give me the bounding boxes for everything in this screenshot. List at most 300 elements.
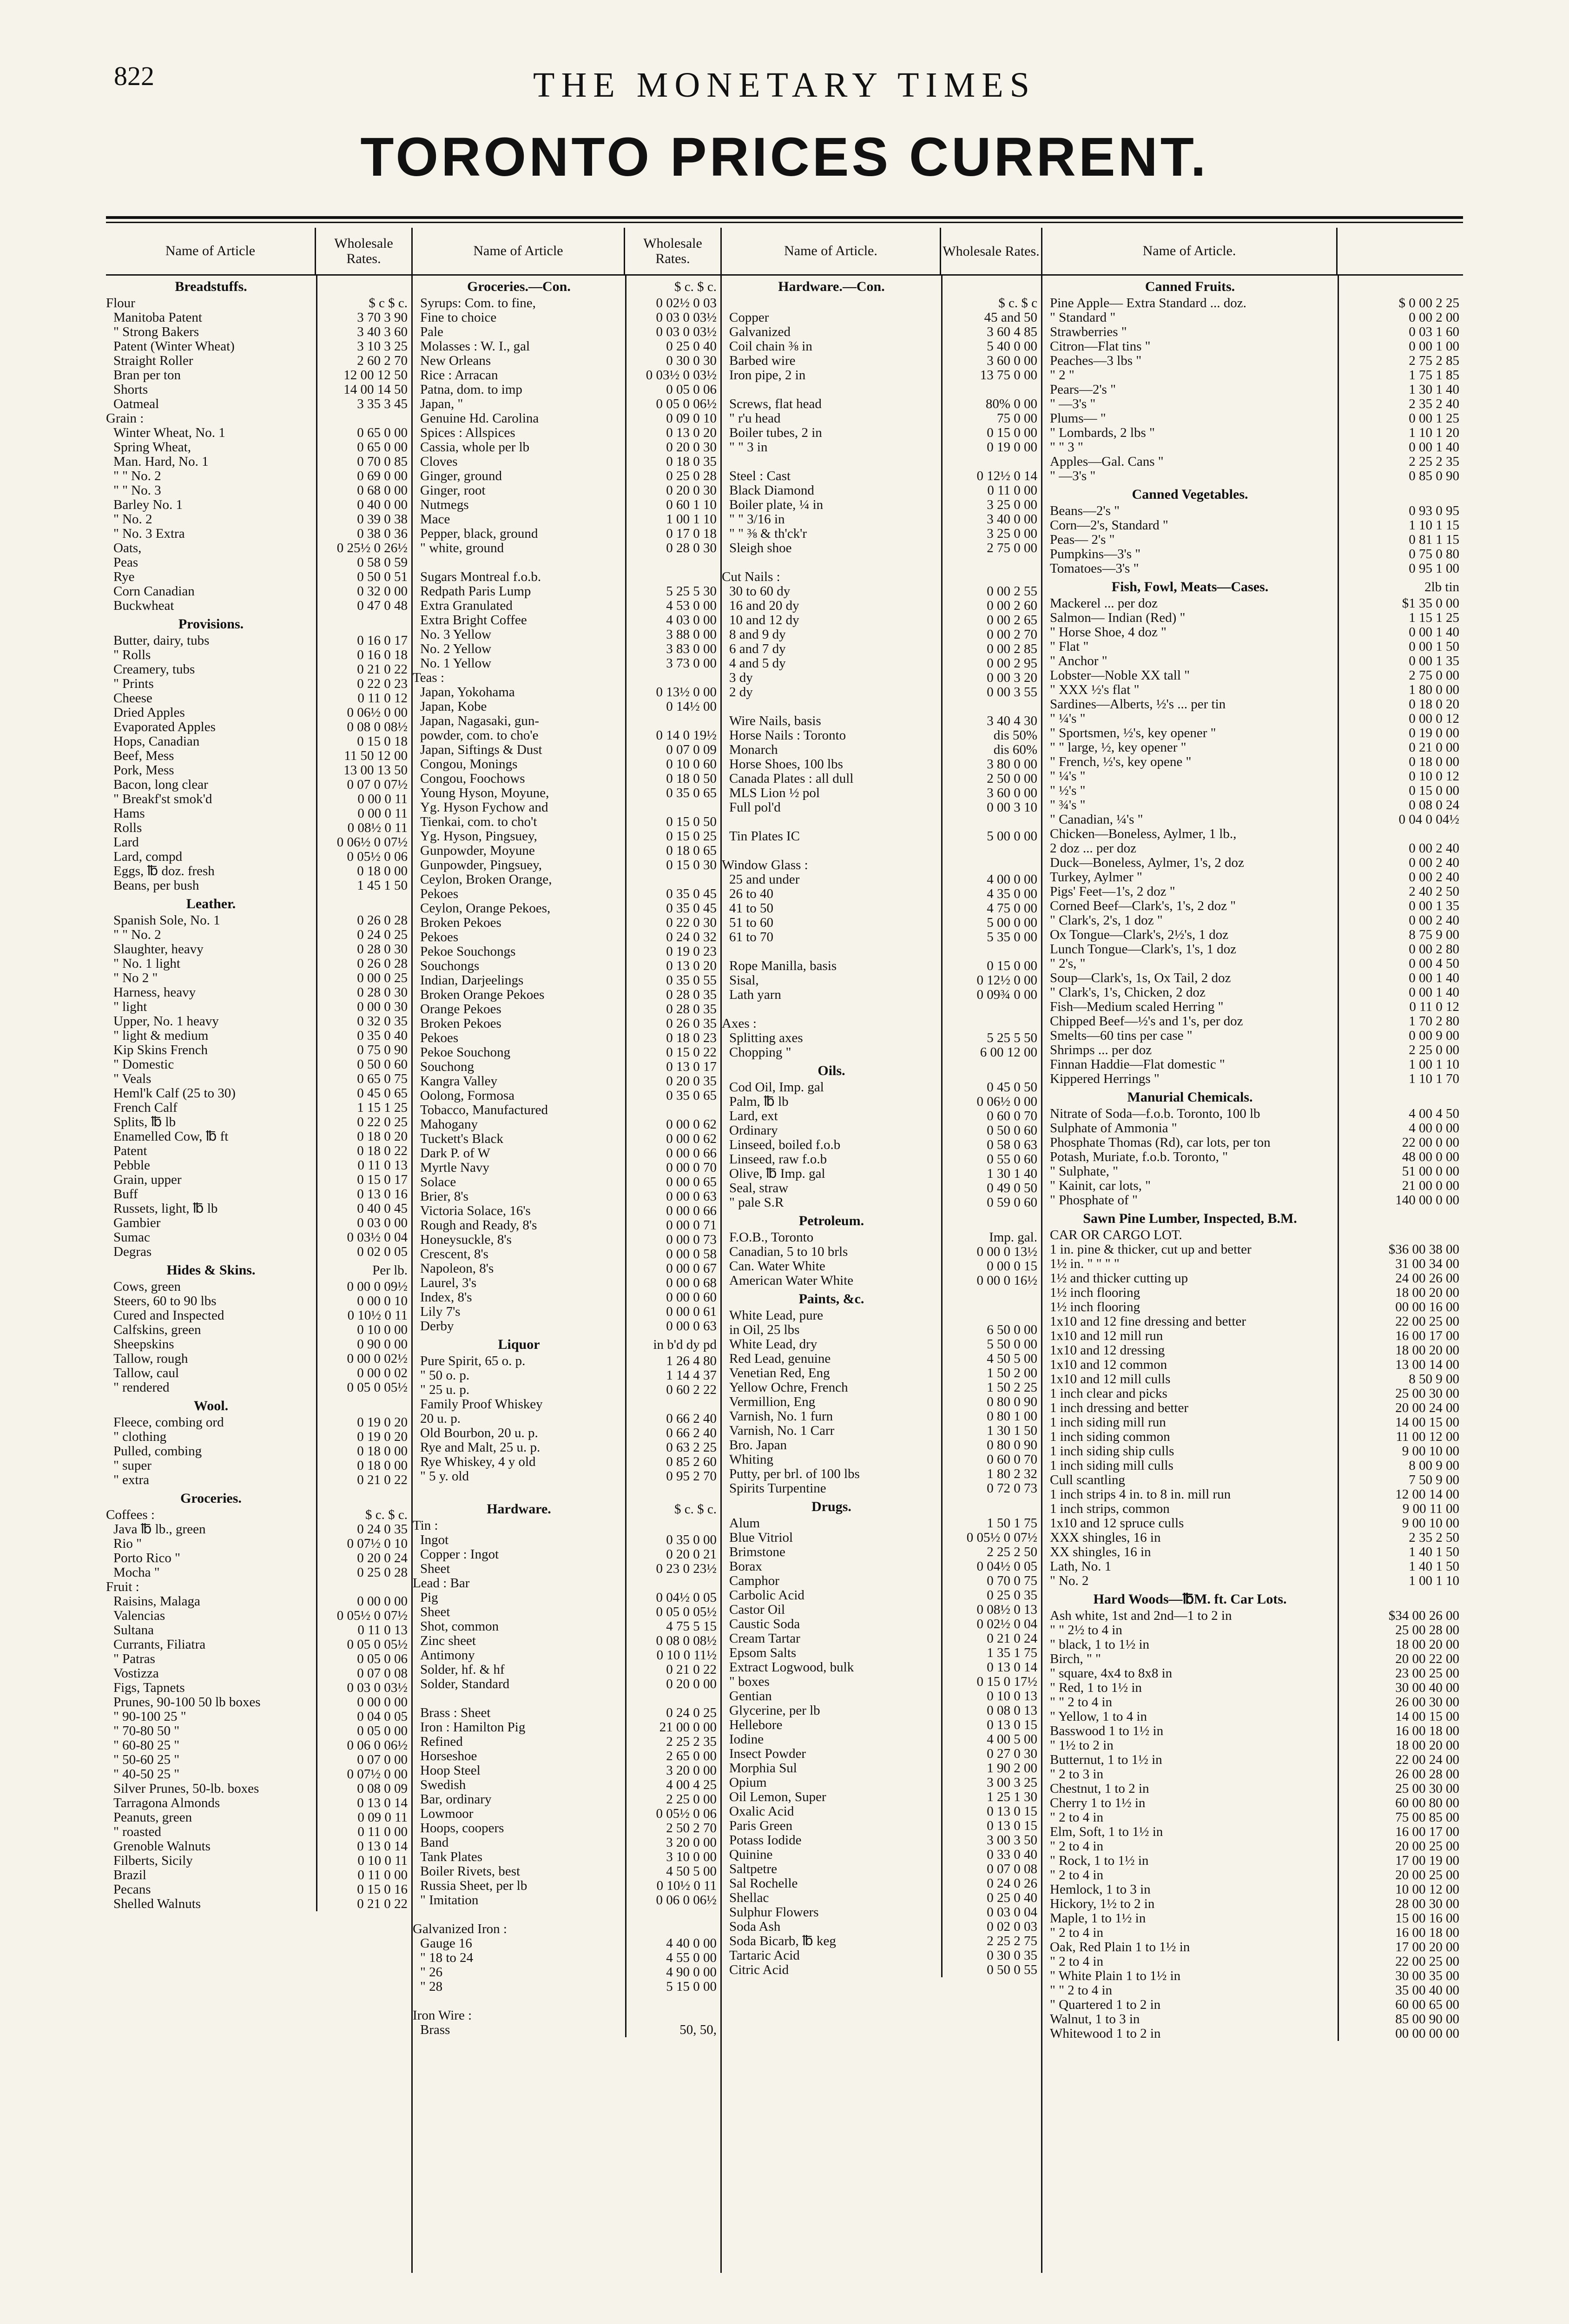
price-row bbox=[1042, 1954, 1463, 1969]
article-name: " Strong Bakers bbox=[113, 325, 199, 339]
article-name: " clothing bbox=[113, 1430, 167, 1444]
wholesale-rate: 0 03½ 0 03½ bbox=[625, 368, 720, 383]
wholesale-rate: 0 33 0 40 bbox=[941, 1848, 1041, 1862]
wholesale-rate: 11 50 12 00 bbox=[316, 749, 411, 763]
wholesale-rate: 140 00 0 00 bbox=[1338, 1193, 1463, 1208]
price-row bbox=[722, 455, 1041, 469]
price-row bbox=[1042, 1695, 1463, 1710]
wholesale-rate: 0 07 0 08 bbox=[941, 1862, 1041, 1876]
wholesale-rate: 4 50 5 00 bbox=[625, 1864, 720, 1879]
price-row bbox=[106, 806, 411, 821]
price-row bbox=[413, 1980, 720, 1994]
article-name: " 40-50 25 " bbox=[113, 1767, 180, 1782]
section-heading bbox=[1042, 1086, 1463, 1107]
article-name: Spices : Allspices bbox=[420, 426, 515, 440]
article-name: No. 3 Yellow bbox=[420, 627, 492, 642]
price-row bbox=[722, 1452, 1041, 1467]
price-row bbox=[106, 1230, 411, 1245]
article-name: Mocha " bbox=[113, 1565, 160, 1580]
price-row bbox=[722, 310, 1041, 325]
wholesale-rate: 0 65 0 00 bbox=[316, 426, 411, 440]
article-name: Crescent, 8's bbox=[420, 1247, 488, 1261]
price-row bbox=[722, 1438, 1041, 1452]
article-name: " Patras bbox=[113, 1652, 155, 1666]
wholesale-rate: 3 60 0 00 bbox=[941, 354, 1041, 368]
wholesale-rate: 3 73 0 00 bbox=[625, 656, 720, 671]
wholesale-rate: 0 07 0 00 bbox=[316, 1753, 411, 1767]
wholesale-rate: 0 08½ 0 13 bbox=[941, 1603, 1041, 1617]
wholesale-rate: 0 06½ 0 07½ bbox=[316, 835, 411, 850]
wholesale-rate bbox=[625, 1519, 720, 1533]
wholesale-rate: 3 60 0 00 bbox=[941, 786, 1041, 800]
price-row bbox=[106, 512, 411, 527]
price-table bbox=[106, 228, 1463, 2273]
article-name: Pale bbox=[420, 325, 443, 339]
price-row bbox=[1042, 985, 1463, 1000]
article-name: Straight Roller bbox=[113, 354, 193, 368]
page-title: TORONTO PRICES CURRENT. bbox=[360, 126, 1209, 188]
price-row bbox=[1042, 1559, 1463, 1574]
article-name: Kip Skins French bbox=[113, 1043, 208, 1057]
price-row bbox=[106, 1609, 411, 1623]
wholesale-rate: $ c. $ c. bbox=[625, 276, 720, 296]
price-row bbox=[1042, 561, 1463, 576]
wholesale-rate: 10 00 12 00 bbox=[1338, 1882, 1463, 1897]
price-row bbox=[1042, 397, 1463, 411]
wholesale-rate: 1 00 1 10 bbox=[625, 512, 720, 527]
article-name: Boiler plate, ¼ in bbox=[729, 498, 824, 512]
price-row bbox=[413, 800, 720, 815]
wholesale-rate: 0 11 0 13 bbox=[316, 1158, 411, 1173]
wholesale-rate: $ c $ c. bbox=[316, 296, 411, 310]
price-row bbox=[106, 662, 411, 677]
wholesale-rate: 0 22 0 30 bbox=[625, 916, 720, 930]
article-name: Splits, ℔ lb bbox=[113, 1115, 176, 1129]
wholesale-rate: 17 00 19 00 bbox=[1338, 1854, 1463, 1868]
wholesale-rate: 0 00 0 00 bbox=[316, 1695, 411, 1710]
article-name: Hides & Skins. bbox=[166, 1262, 256, 1278]
article-name: Elm, Soft, 1 to 1½ in bbox=[1050, 1825, 1163, 1839]
wholesale-rate: 0 08 0 08½ bbox=[316, 720, 411, 734]
article-name: Buckwheat bbox=[113, 599, 174, 613]
wholesale-rate bbox=[941, 700, 1041, 714]
price-row bbox=[1042, 1897, 1463, 1911]
price-row bbox=[722, 757, 1041, 772]
article-name: Tobacco, Manufactured bbox=[420, 1103, 548, 1117]
price-row bbox=[413, 613, 720, 627]
article-name: Enamelled Cow, ℔ ft bbox=[113, 1129, 229, 1144]
wholesale-rate: 0 15 0 22 bbox=[625, 1045, 720, 1060]
article-name: Tallow, caul bbox=[113, 1366, 179, 1380]
wholesale-rate: 0 00 0 67 bbox=[625, 1261, 720, 1276]
article-name: Lowmoor bbox=[420, 1807, 474, 1821]
price-row bbox=[722, 1323, 1041, 1337]
wholesale-rate: 0 24 0 25 bbox=[316, 928, 411, 942]
price-row bbox=[1042, 1014, 1463, 1029]
article-name: Hoop Steel bbox=[420, 1763, 481, 1778]
price-row bbox=[1042, 339, 1463, 354]
price-row bbox=[106, 368, 411, 383]
price-row bbox=[1042, 383, 1463, 397]
article-name: Sleigh shoe bbox=[729, 541, 792, 555]
article-name: Whiting bbox=[729, 1452, 774, 1467]
wholesale-rate bbox=[316, 276, 411, 296]
section-heading bbox=[106, 1487, 411, 1508]
section-heading bbox=[1042, 483, 1463, 504]
price-row bbox=[106, 599, 411, 613]
wholesale-rate: 1 45 1 50 bbox=[316, 878, 411, 893]
wholesale-rate bbox=[1338, 1228, 1463, 1242]
price-row bbox=[722, 786, 1041, 800]
wholesale-rate: 15 00 16 00 bbox=[1338, 1911, 1463, 1926]
wholesale-rate bbox=[316, 1487, 411, 1508]
wholesale-rate: 0 03 0 03½ bbox=[316, 1681, 411, 1695]
wholesale-rate: 0 20 0 21 bbox=[625, 1547, 720, 1562]
wholesale-rate: 0 26 0 28 bbox=[316, 913, 411, 928]
section-heading bbox=[722, 276, 1041, 296]
title-rule bbox=[106, 216, 1463, 219]
wholesale-rate: 0 04 0 05 bbox=[316, 1710, 411, 1724]
price-row bbox=[413, 1045, 720, 1060]
wholesale-rate bbox=[625, 570, 720, 584]
wholesale-rate: 0 00 1 35 bbox=[1338, 654, 1463, 668]
wholesale-rate: 0 04½ 0 05 bbox=[941, 1559, 1041, 1574]
wholesale-rate: 0 08 0 24 bbox=[1338, 798, 1463, 812]
article-name: 8 and 9 dy bbox=[729, 627, 786, 642]
article-name: Souchong bbox=[420, 1060, 474, 1074]
wholesale-rate: 0 13 0 15 bbox=[941, 1804, 1041, 1819]
article-name: Iodine bbox=[729, 1732, 764, 1747]
wholesale-rate: 0 55 0 60 bbox=[941, 1152, 1041, 1167]
article-name: Sulphur Flowers bbox=[729, 1905, 819, 1920]
wholesale-rate: 0 32 0 35 bbox=[316, 1014, 411, 1029]
price-row bbox=[1042, 1825, 1463, 1839]
price-row bbox=[1042, 957, 1463, 971]
price-row bbox=[1042, 296, 1463, 310]
wholesale-rate: 2lb tin bbox=[1338, 576, 1463, 596]
price-row bbox=[106, 455, 411, 469]
wholesale-rate: 0 08 0 13 bbox=[941, 1703, 1041, 1718]
wholesale-rate: 0 90 0 00 bbox=[316, 1337, 411, 1352]
article-name: Broken Pekoes bbox=[420, 1017, 501, 1031]
wholesale-rate: 0 19 0 00 bbox=[1338, 726, 1463, 740]
article-name: " extra bbox=[113, 1473, 150, 1487]
wholesale-rate: 0 00 1 40 bbox=[1338, 985, 1463, 1000]
article-name: Ingot bbox=[420, 1533, 449, 1547]
article-name: Basswood 1 to 1½ in bbox=[1050, 1724, 1164, 1738]
article-name: Brass bbox=[420, 2023, 450, 2037]
price-row bbox=[1042, 1998, 1463, 2012]
wholesale-rate: 0 00 1 35 bbox=[1338, 899, 1463, 913]
wholesale-rate: 0 95 1 00 bbox=[1338, 561, 1463, 576]
wholesale-rate: 0 13 0 15 bbox=[941, 1718, 1041, 1732]
article-name: Pigs' Feet—1's, 2 doz " bbox=[1050, 885, 1175, 899]
wholesale-rate: 0 18 0 00 bbox=[316, 1459, 411, 1473]
article-name: Butter, dairy, tubs bbox=[113, 634, 210, 648]
article-name: Valencias bbox=[113, 1609, 165, 1623]
price-row bbox=[413, 1017, 720, 1031]
price-row bbox=[413, 1807, 720, 1821]
wholesale-rate: 0 10 0 12 bbox=[1338, 769, 1463, 784]
wholesale-rate: 25 00 30 00 bbox=[1338, 1386, 1463, 1401]
wholesale-rate: 0 24 0 35 bbox=[316, 1522, 411, 1537]
article-name: 26 to 40 bbox=[729, 887, 774, 901]
article-name: 61 to 70 bbox=[729, 930, 774, 944]
article-name: Rice : Arracan bbox=[420, 368, 498, 383]
article-name: 1 inch siding mill culls bbox=[1050, 1459, 1173, 1473]
wholesale-rate: 2 25 2 35 bbox=[1338, 455, 1463, 469]
article-name: Broken Pekoes bbox=[420, 916, 501, 930]
price-row bbox=[413, 2008, 720, 2023]
wholesale-rate: 0 13 0 16 bbox=[316, 1187, 411, 1202]
article-name: Spirits Turpentine bbox=[729, 1481, 826, 1496]
price-row bbox=[413, 599, 720, 613]
wholesale-rate: 8 00 9 00 bbox=[1338, 1459, 1463, 1473]
price-row bbox=[1042, 769, 1463, 784]
wholesale-rate bbox=[941, 383, 1041, 397]
price-row bbox=[106, 957, 411, 971]
wholesale-rate: 0 00 1 50 bbox=[1338, 640, 1463, 654]
price-row bbox=[413, 1547, 720, 1562]
price-row bbox=[106, 1173, 411, 1187]
price-row bbox=[413, 339, 720, 354]
price-row bbox=[1042, 411, 1463, 426]
price-row bbox=[106, 296, 411, 310]
price-row bbox=[722, 627, 1041, 642]
wholesale-rate: 35 00 40 00 bbox=[1338, 1983, 1463, 1998]
wholesale-rate: 0 72 0 73 bbox=[941, 1481, 1041, 1496]
price-row bbox=[1042, 1724, 1463, 1738]
price-row bbox=[1042, 1796, 1463, 1810]
wholesale-rate: 0 21 0 00 bbox=[1338, 740, 1463, 755]
article-name: Rye bbox=[113, 570, 135, 584]
price-row bbox=[106, 1057, 411, 1072]
wholesale-rate: 0 02½ 0 03 bbox=[625, 296, 720, 310]
wholesale-rate bbox=[941, 944, 1041, 959]
article-name: Calfskins, green bbox=[113, 1323, 201, 1337]
price-row bbox=[413, 1175, 720, 1189]
article-name: 1 inch dressing and better bbox=[1050, 1401, 1188, 1415]
article-name: Corn—2's, Standard " bbox=[1050, 518, 1168, 533]
article-name: 41 to 50 bbox=[729, 901, 774, 916]
article-name: Index, 8's bbox=[420, 1290, 472, 1305]
article-name: " 2 to 4 in bbox=[1050, 1839, 1103, 1854]
article-name: Fine to choice bbox=[420, 310, 497, 325]
article-name: Peaches—3 lbs " bbox=[1050, 354, 1142, 368]
price-row bbox=[722, 973, 1041, 988]
price-row bbox=[722, 1080, 1041, 1095]
article-name: F.O.B., Toronto bbox=[729, 1230, 814, 1245]
article-name: Mace bbox=[420, 512, 450, 527]
price-row bbox=[413, 858, 720, 872]
wholesale-rate bbox=[941, 555, 1041, 570]
wholesale-rate: 0 25½ 0 26½ bbox=[316, 541, 411, 555]
price-row bbox=[413, 397, 720, 411]
price-row bbox=[722, 498, 1041, 512]
wholesale-rate: 0 69 0 00 bbox=[316, 469, 411, 483]
article-name: Apples—Gal. Cans " bbox=[1050, 455, 1164, 469]
article-name: Carbolic Acid bbox=[729, 1588, 804, 1603]
article-name: 2 dy bbox=[729, 685, 753, 700]
wholesale-rate: 0 05½ 0 07½ bbox=[316, 1609, 411, 1623]
wholesale-rate: 13 00 13 50 bbox=[316, 763, 411, 778]
article-name: Derby bbox=[420, 1319, 454, 1334]
article-name: Orange Pekoes bbox=[420, 1002, 501, 1017]
wholesale-rate: 0 00 0 71 bbox=[625, 1218, 720, 1233]
price-row bbox=[1042, 440, 1463, 455]
article-name: powder, com. to cho'e bbox=[420, 728, 539, 743]
section-heading bbox=[106, 613, 411, 634]
article-name: Kangra Valley bbox=[420, 1074, 498, 1089]
price-row bbox=[722, 1905, 1041, 1920]
wholesale-rate: 30 00 40 00 bbox=[1338, 1681, 1463, 1695]
price-row bbox=[413, 944, 720, 959]
article-name: Salmon— Indian (Red) " bbox=[1050, 611, 1186, 625]
price-row bbox=[106, 1430, 411, 1444]
price-row bbox=[722, 1891, 1041, 1905]
price-row bbox=[106, 1623, 411, 1637]
article-name: Band bbox=[420, 1835, 449, 1850]
price-row bbox=[1042, 1343, 1463, 1358]
article-name: Maple, 1 to 1½ in bbox=[1050, 1911, 1146, 1926]
price-row bbox=[413, 1189, 720, 1204]
article-name: Varnish, No. 1 Carr bbox=[729, 1424, 835, 1438]
wholesale-rate: 0 25 0 28 bbox=[625, 469, 720, 483]
article-name: Full pol'd bbox=[729, 800, 781, 815]
wholesale-rate: 1 50 2 25 bbox=[941, 1380, 1041, 1395]
price-row bbox=[106, 1187, 411, 1202]
price-row bbox=[722, 599, 1041, 613]
article-name: Tank Plates bbox=[420, 1850, 483, 1864]
price-row bbox=[413, 786, 720, 800]
wholesale-rate: 0 26 0 35 bbox=[625, 1017, 720, 1031]
wholesale-rate: 4 75 0 00 bbox=[941, 901, 1041, 916]
wholesale-rate: 1 35 1 75 bbox=[941, 1646, 1041, 1660]
wholesale-rate: 4 53 0 00 bbox=[625, 599, 720, 613]
wholesale-rate: 4 00 4 25 bbox=[625, 1778, 720, 1792]
price-row bbox=[722, 1574, 1041, 1588]
price-row bbox=[106, 1294, 411, 1308]
article-name: " Rolls bbox=[113, 648, 151, 662]
wholesale-rate: 20 00 25 00 bbox=[1338, 1839, 1463, 1854]
article-name: " Breakf'st smok'd bbox=[113, 792, 212, 806]
price-row bbox=[1042, 354, 1463, 368]
wholesale-rate: $34 00 26 00 bbox=[1338, 1609, 1463, 1623]
article-name: Figs, Tapnets bbox=[113, 1681, 185, 1695]
article-name: Sumac bbox=[113, 1230, 150, 1245]
wholesale-rate: 1 90 2 00 bbox=[941, 1761, 1041, 1776]
wholesale-rate: 0 00 2 85 bbox=[941, 642, 1041, 656]
wholesale-rate: 14 00 15 00 bbox=[1338, 1415, 1463, 1430]
wholesale-rate: 0 22 0 23 bbox=[316, 677, 411, 691]
price-row bbox=[722, 1631, 1041, 1646]
article-name: Tarragona Almonds bbox=[113, 1796, 220, 1810]
price-row bbox=[413, 1835, 720, 1850]
article-name: " ½'s " bbox=[1050, 784, 1086, 798]
wholesale-rate: 14 00 14 50 bbox=[316, 383, 411, 397]
wholesale-rate: 16 00 18 00 bbox=[1338, 1926, 1463, 1940]
price-row bbox=[722, 1776, 1041, 1790]
article-name: Russets, light, ℔ lb bbox=[113, 1202, 218, 1216]
wholesale-rate: 3 40 4 30 bbox=[941, 714, 1041, 728]
article-name: Oxalic Acid bbox=[729, 1804, 794, 1819]
article-name: Putty, per brl. of 100 lbs bbox=[729, 1467, 860, 1481]
price-row bbox=[722, 1848, 1041, 1862]
article-name: 1x10 and 12 common bbox=[1050, 1358, 1167, 1372]
wholesale-rate bbox=[316, 411, 411, 426]
price-row bbox=[722, 1308, 1041, 1323]
price-row bbox=[722, 1274, 1041, 1288]
article-name bbox=[722, 700, 941, 714]
price-row bbox=[722, 772, 1041, 786]
article-name: " black, 1 to 1½ in bbox=[1050, 1637, 1150, 1652]
price-row bbox=[1042, 928, 1463, 942]
article-name: Beef, Mess bbox=[113, 749, 174, 763]
wholesale-rate: 0 13 0 20 bbox=[625, 426, 720, 440]
wholesale-rate: 0 28 0 30 bbox=[316, 985, 411, 1000]
article-name: Extract Logwood, bulk bbox=[729, 1660, 854, 1675]
price-column-1 bbox=[106, 228, 413, 2273]
article-name: Gambier bbox=[113, 1216, 161, 1230]
price-row bbox=[413, 973, 720, 988]
price-row bbox=[722, 1337, 1041, 1352]
article-name: Man. Hard, No. 1 bbox=[113, 455, 209, 469]
price-row bbox=[722, 714, 1041, 728]
wholesale-rate: 0 15 0 17½ bbox=[941, 1675, 1041, 1689]
wholesale-rate: 0 03 1 60 bbox=[1338, 325, 1463, 339]
article-name: 1 in. pine & thicker, cut up and better bbox=[1050, 1242, 1252, 1257]
wholesale-rate: 0 10½ 0 11 bbox=[625, 1879, 720, 1893]
price-row bbox=[722, 1862, 1041, 1876]
price-row bbox=[106, 835, 411, 850]
article-name: Indian, Darjeelings bbox=[420, 973, 524, 988]
price-row bbox=[106, 339, 411, 354]
wholesale-rate: 0 07 0 09 bbox=[625, 743, 720, 757]
wholesale-rate: 4 03 0 00 bbox=[625, 613, 720, 627]
wholesale-rate: 1 30 1 40 bbox=[941, 1167, 1041, 1181]
price-row bbox=[1042, 1107, 1463, 1121]
wholesale-rate: 3 25 0 00 bbox=[941, 527, 1041, 541]
article-name: Lath, No. 1 bbox=[1050, 1559, 1112, 1574]
price-row bbox=[722, 1660, 1041, 1675]
article-name: Oak, Red Plain 1 to 1½ in bbox=[1050, 1940, 1190, 1954]
price-row bbox=[106, 1000, 411, 1014]
article-name: 1 inch siding common bbox=[1050, 1430, 1170, 1444]
article-name: Raisins, Malaga bbox=[113, 1594, 200, 1609]
wholesale-rate: 0 05½ 0 06 bbox=[316, 850, 411, 864]
wholesale-rate bbox=[941, 1496, 1041, 1516]
wholesale-rate: 0 02½ 0 04 bbox=[941, 1617, 1041, 1631]
price-row bbox=[413, 1821, 720, 1835]
article-name: " Anchor " bbox=[1050, 654, 1108, 668]
article-name: Japan, Yokohama bbox=[420, 685, 515, 700]
article-name: 16 and 20 dy bbox=[729, 599, 799, 613]
price-row bbox=[106, 706, 411, 720]
article-name: 25 and under bbox=[729, 872, 800, 887]
article-name: Wool. bbox=[193, 1398, 229, 1413]
article-name: Blue Vitriol bbox=[729, 1531, 793, 1545]
wholesale-rate: 0 24 0 25 bbox=[625, 1706, 720, 1720]
price-row bbox=[722, 1804, 1041, 1819]
price-row bbox=[106, 1473, 411, 1487]
article-name: Olive, ℔ Imp. gal bbox=[729, 1167, 825, 1181]
title-rule-thin bbox=[106, 222, 1463, 223]
article-name: Young Hyson, Moyune, bbox=[420, 786, 549, 800]
article-name: Fleece, combing ord bbox=[113, 1415, 224, 1430]
price-row bbox=[106, 1810, 411, 1825]
wholesale-rate: 0 05 0 00 bbox=[316, 1724, 411, 1738]
price-row bbox=[1042, 726, 1463, 740]
